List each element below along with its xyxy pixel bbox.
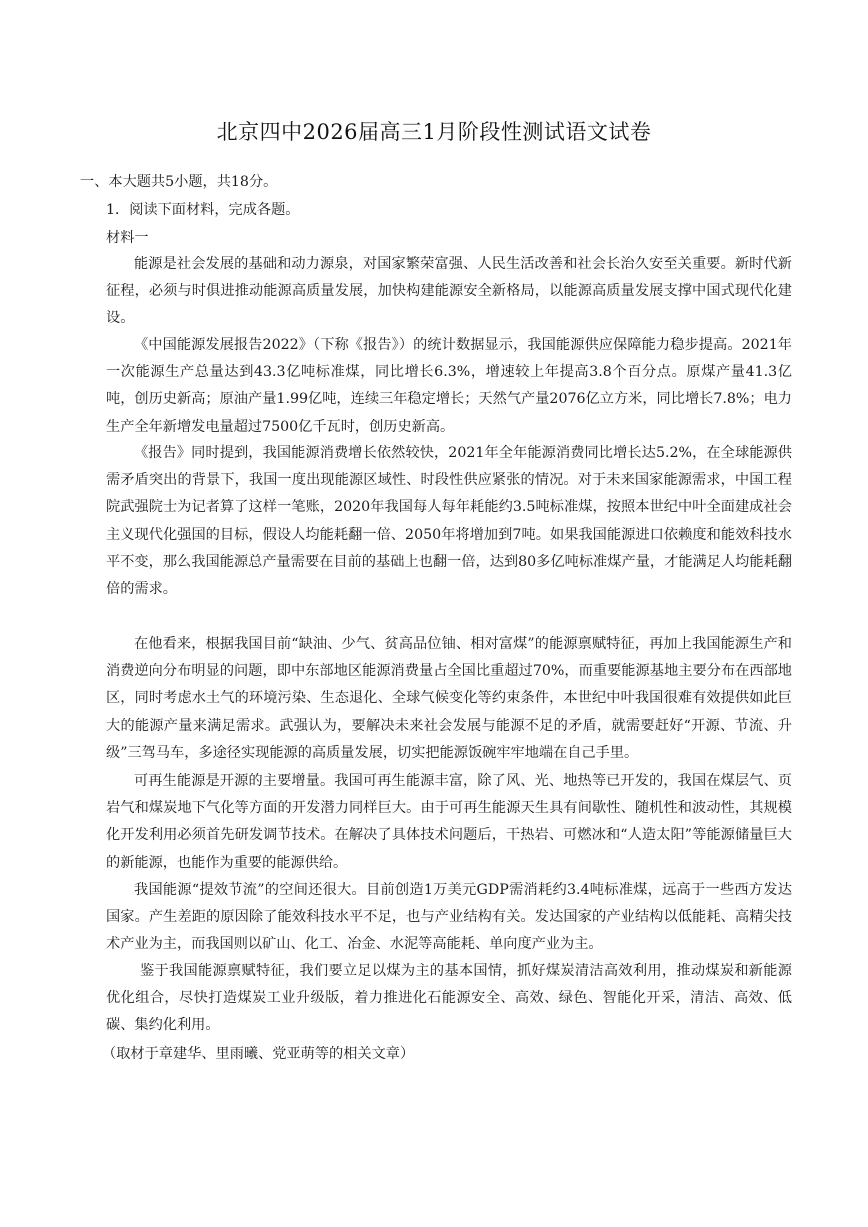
paragraph-7: 鉴于我国能源禀赋特征，我们要立足以煤为主的基本国情，抓好煤炭清洁高效利用，推动煤炭和新能源优化组合，尽快打造煤炭工业升级版，着力推进化石能源安全、高效、绿色、智能化开采，清洁、高效、低碳、集约化利用。	[106, 963, 792, 1034]
paragraph-6: 我国能源“提效节流”的空间还很大。目前创造1万美元GDP需消耗约3.4吨标准煤，远高于一些西方发达国家。产生差距的原因除了能效科技水平不足，也与产业结构有关。发达国家的产业结构以低能耗、高精尖技术产业为主，而我国则以矿山、化工、冶金、水泥等高能耗、单向度产业为主。	[106, 882, 792, 953]
exam-title: 北京四中2026届高三1月阶段性测试语文试卷	[216, 120, 652, 144]
question-1-prompt: 1．阅读下面材料，完成各题。	[106, 202, 300, 218]
material-label: 材料一	[106, 230, 149, 246]
source-note: （取材于章建华、里雨曦、党亚萌等的相关文章）	[102, 1046, 415, 1062]
paragraph-5: 可再生能源是开源的主要增量。我国可再生能源丰富，除了风、光、地热等已开发的，我国在煤层气、页岩气和煤炭地下气化等方面的开发潜力同样巨大。由于可再生能源天生具有间歇性、随机性和波动性，其规模化开发利用必须首先研发调节技术。在解决了具体技术问题后，干热岩、可燃冰和“人造太阳”等能源储量巨大的新能源，也能作为重要的能源供给。	[106, 773, 792, 871]
section-heading: 一、本大题共5小题，共18分。	[80, 174, 278, 190]
paragraph-2: 《中国能源发展报告2022》（下称《报告》）的统计数据显示，我国能源供应保障能力稳步提高。2021年一次能源生产总量达到43.3亿吨标准煤，同比增长6.3%，增速较上年提高3.8个百分点。原煤产量41.3亿吨，创历史新高；原油产量1.99亿吨，连续三年稳定增长；天然气产量2076亿立方米，同比增长7.8%；电力生产全年新增发电量超过7500亿千瓦时，创历史新高。	[106, 337, 792, 435]
paragraph-4: 在他看来，根据我国目前“缺油、少气、贫高品位铀、相对富煤”的能源禀赋特征，再加上我国能源生产和消费逆向分布明显的问题，即中东部地区能源消费量占全国比重超过70%，而重要能源基地主要分布在西部地区，同时考虑水土气的环境污染、生态退化、全球气候变化等约束条件，本世纪中叶我国很难有效提供如此巨大的能源产量来满足需求。武强认为，要解决未来社会发展与能源不足的矛盾，就需要赶好“开源、节流、升级”三驾马车，多途径实现能源的高质量发展，切实把能源饭碗牢牢地端在自己手里。	[106, 636, 792, 761]
paragraph-3: 《报告》同时提到，我国能源消费增长依然较快，2021年全年能源消费同比增长达5.2%，在全球能源供需矛盾突出的背景下，我国一度出现能源区域性、时段性供应紧张的情况。对于未来国家能源需求，中国工程院武强院士为记者算了这样一笔账，2020年我国每人每年耗能约3.5吨标准煤，按照本世纪中叶全面建成社会主义现代化强国的目标，假设人均能耗翻一倍、2050年将增加到7吨。如果我国能源进口依赖度和能效科技水平不变，那么我国能源总产量需要在目前的基础上也翻一倍，达到80多亿吨标准煤产量，才能满足人均能耗翻倍的需求。	[106, 445, 792, 598]
paragraph-1: 能源是社会发展的基础和动力源泉，对国家繁荣富强、人民生活改善和社会长治久安至关重要。新时代新征程，必须与时俱进推动能源高质量发展，加快构建能源安全新格局，以能源高质量发展支撑中国式现代化建设。	[106, 256, 792, 327]
